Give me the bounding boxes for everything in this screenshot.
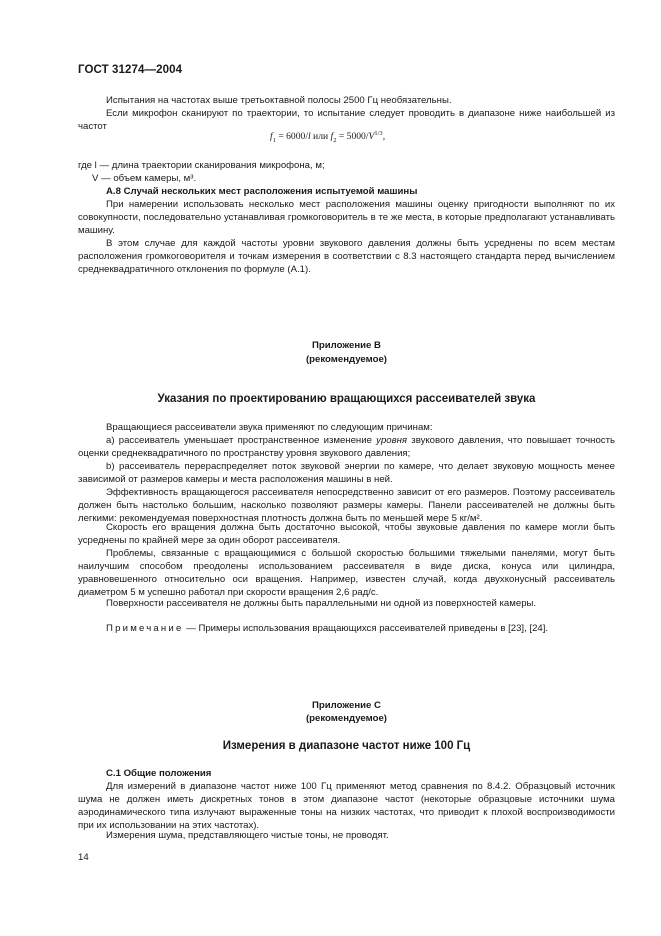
paragraph: Эффективность вращающегося рассеивателя непосредственно зависит от его размеров. Поэтому рассеиватель должен быть настолько большим, насколько позволяют размеры камеры. Панели рассеивателей не должны быть легкими: рекомендуемая поверхностная плотность должна быть по меньшей мере 5 кг/м². bbox=[78, 487, 615, 524]
document-header: ГОСТ 31274—2004 bbox=[78, 64, 183, 76]
paragraph: Поверхности рассеивателя не должны быть параллельными ни одной из поверхностей камеры. bbox=[106, 598, 537, 609]
paragraph: При намерении использовать несколько мест расположения машины оценку пригодности выполняют по их совокупности, последовательно устанавливая громкоговоритель в те же места, в которые предполагают устанавливать машину. bbox=[78, 199, 615, 236]
appendix-c-status: (рекомендуемое) bbox=[305, 713, 387, 724]
appendix-c-title: Измерения в диапазоне частот ниже 100 Гц bbox=[222, 740, 471, 752]
paragraph: Испытания на частотах выше третьоктавной полосы 2500 Гц необязательны. bbox=[106, 95, 452, 106]
section-heading-c1: С.1 Общие положения bbox=[106, 768, 212, 779]
paragraph: Скорость его вращения должна быть достаточно высокой, чтобы звуковые давления по камере могли быть усреднены по крайней мере за один оборот рассеивателя. bbox=[78, 522, 615, 546]
appendix-c-label: Приложение С bbox=[312, 700, 381, 711]
where-definition-l: где l — длина траектории сканирования микрофона, м; bbox=[78, 160, 325, 171]
paragraph: В этом случае для каждой частоты уровни звукового давления должны быть усреднены по всем местам расположения громкоговорителя и точкам измерения в соответствии с 8.3 настоящего стандарта перед вычислением среднеквадратичного отклонения по формуле (А.1). bbox=[78, 238, 615, 275]
appendix-b-title: Указания по проектированию вращающихся рассеивателей звука bbox=[157, 393, 536, 405]
note: Примечание — Примеры использования вращающихся рассеивателей приведены в [23], [24]. bbox=[106, 623, 549, 634]
page-number: 14 bbox=[78, 852, 89, 863]
paragraph: Если микрофон сканируют по траектории, то испытание следует проводить в диапазоне ниже наибольшей из частот bbox=[78, 108, 615, 132]
section-heading-a8: А.8 Случай нескольких мест расположения испытуемой машины bbox=[106, 186, 418, 197]
formula: $f_1 = 6000/l$ или $f_2 = 5000/V^{1/3}$, bbox=[270, 130, 386, 145]
list-item-b: b) рассеиватель перераспределяет поток звуковой энергии по камере, что делает звуковую мощность менее зависимой от размеров камеры и места расположения машины в ней. bbox=[78, 461, 615, 485]
paragraph: Измерения шума, представляющего чистые тоны, не проводят. bbox=[106, 830, 389, 841]
where-definition-v: V — объем камеры, м³. bbox=[92, 173, 197, 184]
paragraph: Для измерений в диапазоне частот ниже 100 Гц применяют метод сравнения по 8.4.2. Образцовый источник шума не должен иметь дискретных тонов в этом диапазоне частот (некоторые образцовые источники шума аэродинамического типа излучают выраженные тоны на низких частотах, что приводит к плохой воспроизводимости при их использовании на этих частотах). bbox=[78, 781, 615, 831]
paragraph: Вращающиеся рассеиватели звука применяют по следующим причинам: bbox=[106, 422, 433, 433]
appendix-b-status: (рекомендуемое) bbox=[305, 354, 387, 365]
list-item-a: а) рассеиватель уменьшает пространственное изменение уровня звукового давления, что повышает точность оценки среднеквадратичного по пространству уровня звукового давления; bbox=[78, 435, 615, 459]
paragraph: Проблемы, связанные с вращающимися с большой скоростью большими тяжелыми панелями, могут быть наилучшим способом преодолены использованием рассеивателя в виде диска, конуса или цилиндра, уравновешенного относительно оси вращения. Например, известен случай, когда двухконусный рассеиватель диаметром 5 м успешно работал при скорости вращения 2,6 рад/с. bbox=[78, 548, 615, 598]
appendix-b-label: Приложение В bbox=[312, 340, 381, 351]
